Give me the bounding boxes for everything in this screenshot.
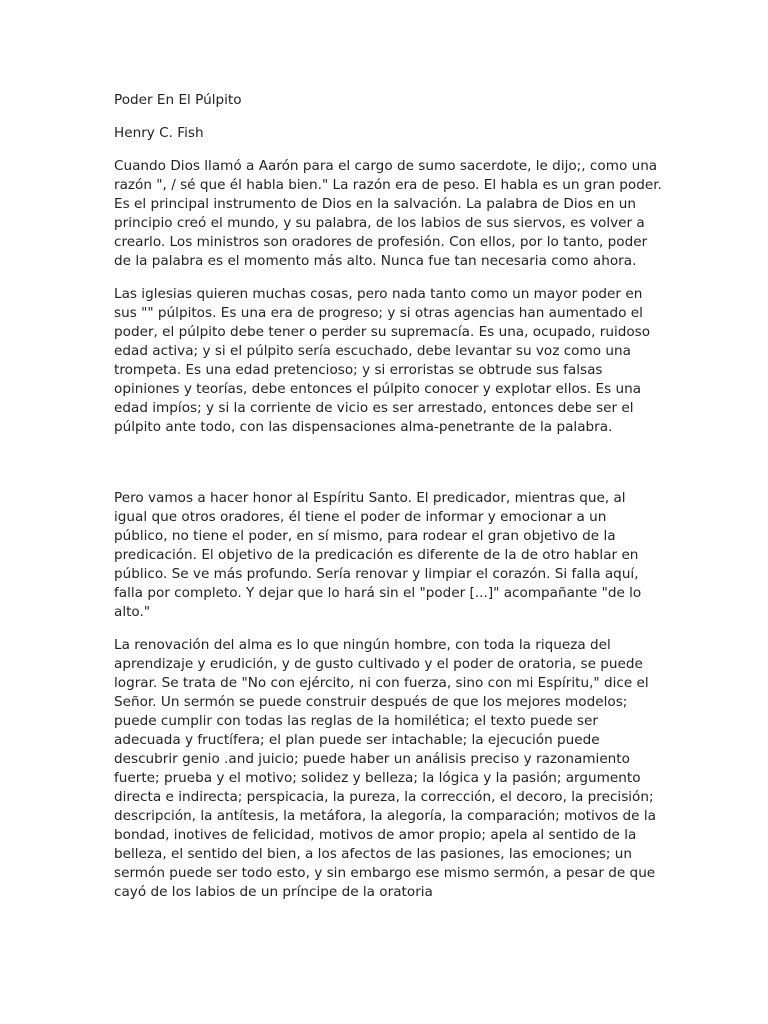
paragraph-3: Pero vamos a hacer honor al Espíritu Santo. El predicador, mientras que, al igual que otros oradores, él tiene el poder de informar y emocionar a un público, no tiene el poder, en sí mismo, para rodear el gran objetivo de la predicación. El objetivo de la predicación es diferente de la de otro hablar en público. Se ve más profundo. Sería renovar y limpiar el corazón. Si falla aquí, falla por completo. Y dejar que lo hará sin el "poder [...]" acompañante "de lo alto." xyxy=(114,490,642,620)
paragraph-gap xyxy=(114,451,662,489)
paragraph-2: Las iglesias quieren muchas cosas, pero nada tanto como un mayor poder en sus "" púlpitos. Es una era de progreso; y si otras agencias han aumentado el poder, el púlpito debe tener o perder su supremacía. Es una, ocupado, ruidoso edad activa; y si el púlpito sería escuchado, debe levantar su voz como una trompeta. Es una edad pretencioso; y si erroristas se obtrude sus falsas opiniones y teorías, debe entonces el púlpito conocer y explotar ellos. Es una edad impíos; y si la corriente de vicio es ser arrestado, entonces debe ser el púlpito ante todo, con las dispensaciones alma-penetrante de la palabra. xyxy=(114,286,651,435)
document-author: Henry C. Fish xyxy=(114,125,204,141)
document-body xyxy=(114,91,662,916)
paragraph-4: La renovación del alma es lo que ningún hombre, con toda la riqueza del aprendizaje y erudición, y de gusto cultivado y el poder de oratoria, se puede lograr. Se trata de "No con ejército, ni con fuerza, sino con mi Espíritu," dice el Señor. Un sermón se puede construir después de que los mejores modelos; puede cumplir con todas las reglas de la homilética; el texto puede ser adecuada y fructífera; el plan puede ser intachable; la ejecución puede descubrir genio .and juicio; puede haber un análisis preciso y razonamiento fuerte; prueba y el motivo; solidez y belleza; la lógica y la pasión; argumento directa e indirecta; perspicacia, la pureza, la corrección, el decoro, la precisión; descripción, la antítesis, la metáfora, la alegoría, la comparación; motivos de la bondad, inotives de felicidad, motivos de amor propio; apela al sentido de la belleza, el sentido del bien, a los afectos de las pasiones, las emociones; un sermón puede ser todo esto, y sin embargo ese mismo sermón, a pesar de que cayó de los labios de un príncipe de la oratoria xyxy=(114,637,656,900)
paragraph-1: Cuando Dios llamó a Aarón para el cargo de sumo sacerdote, le dijo;, como una razón ", / sé que él habla bien." La razón era de peso. El habla es un gran poder. Es el principal instrumento de Dios en la salvación. La palabra de Dios en un principio creó el mundo, y su palabra, de los labios de sus siervos, es volver a crearlo. Los ministros son oradores de profesión. Con ellos, por lo tanto, poder de la palabra es el momento más alto. Nunca fue tan necesaria como ahora. xyxy=(114,158,662,269)
document-title: Poder En El Púlpito xyxy=(114,92,242,108)
